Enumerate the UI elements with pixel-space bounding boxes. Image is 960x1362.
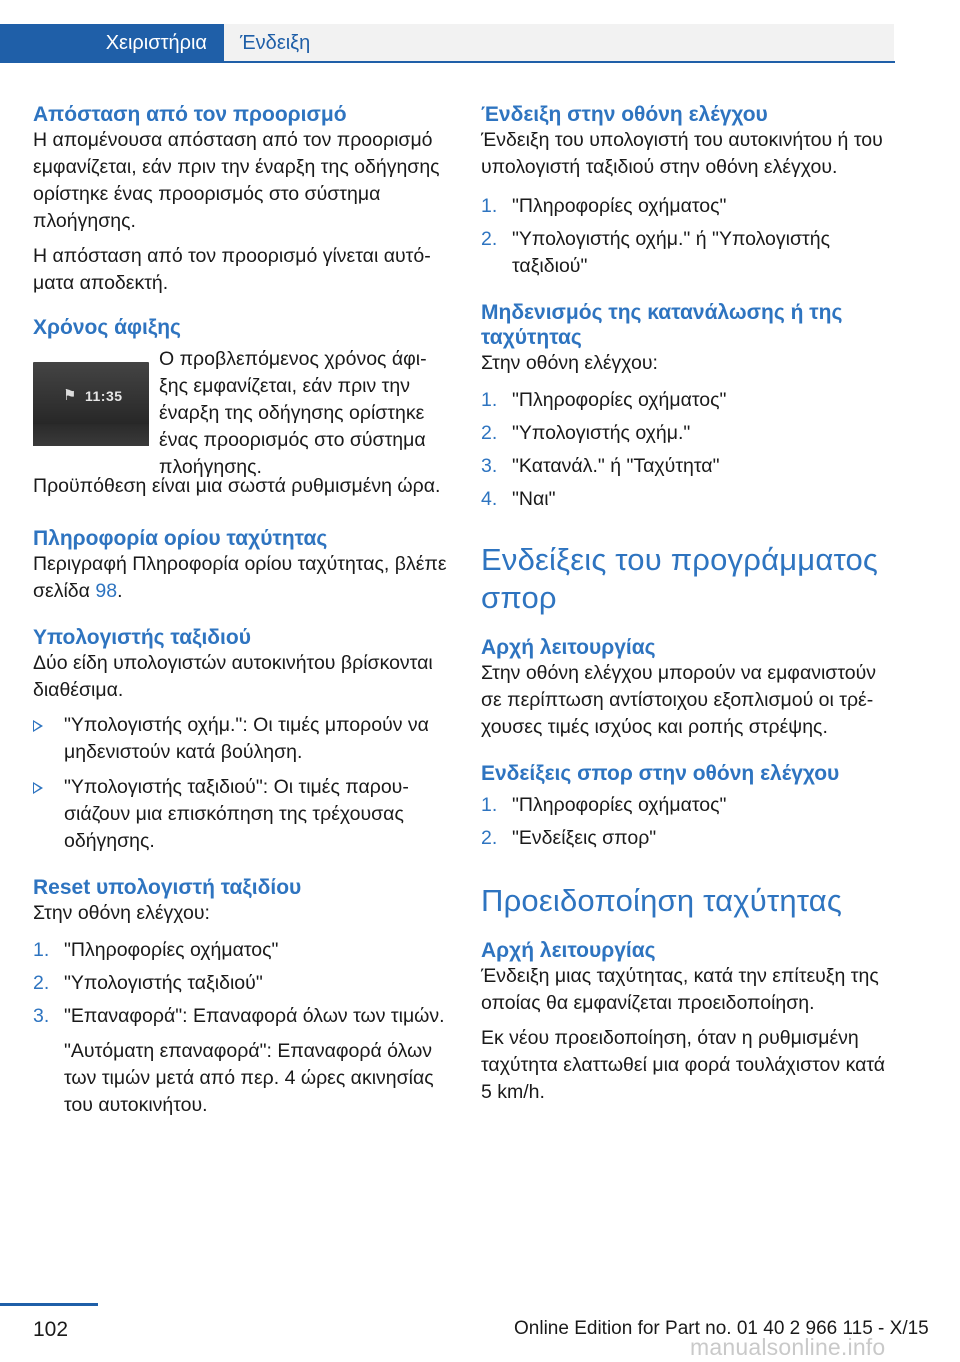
numbered-list: [481, 792, 895, 852]
paragraph: Ο προβλεπόμενος χρόνος άφιξης εμφανίζεται, εάν πριν την έναρξη της οδήγησης ορίστηκε ένας προορισμός στο σύστημα πλοήγησης.: [159, 348, 427, 478]
display-time: 11:35: [85, 388, 123, 404]
edition-footer: Online Edition for Part no. 01 40 2 966 115 - X/15: [514, 1318, 929, 1339]
triangle-bullet-icon: [33, 720, 43, 732]
heading-principle: Αρχή λειτουργίας: [481, 939, 656, 962]
header-rule: [0, 61, 895, 63]
arrival-time-display-image: [33, 362, 149, 446]
paragraph: Δύο είδη υπολογιστών αυτοκινήτου βρίσκονται διαθέσιμα.: [33, 652, 433, 701]
destination-flag-icon: ⚑: [63, 387, 77, 404]
list-item: 2. "Υπολογιστής οχήμ." ή "Υπολογιστής ταξιδιού": [481, 228, 830, 277]
heading-arrival-time: Χρόνος άφιξης: [33, 316, 181, 339]
paragraph: Στην οθόνη ελέγχου:: [33, 902, 210, 924]
list-item: 1. "Πληροφορίες οχήματος": [481, 195, 727, 217]
list-item: 3. "Κατανάλ." ή "Ταχύτητα": [481, 455, 720, 477]
bullet-list: [33, 712, 447, 855]
list-item: "Υπολογιστής ταξιδιού": Οι τιμές παρουσιάζουν μια επισκόπηση της τρέχουσας οδήγησης.: [33, 774, 447, 855]
page-header: [0, 0, 960, 62]
arrival-time-block: [33, 348, 447, 478]
numbered-list: [481, 193, 895, 280]
paragraph: Περιγραφή Πληροφορία ορίου ταχύτητας, βλέπε σελίδα 98.: [33, 553, 447, 602]
list-item: "Υπολογιστής οχήμ.": Οι τιμές μπορούν να μηδενιστούν κατά βούληση.: [33, 712, 447, 766]
triangle-bullet-icon: [33, 782, 43, 794]
list-item: 1. "Πληροφορίες οχήματος": [481, 794, 727, 816]
list-item: 1. "Πληροφορίες οχήματος": [481, 389, 727, 411]
heading-speed-limit-info: Πληροφορία ορίου ταχύτητας: [33, 527, 328, 550]
heading-distance-to-destination: Απόσταση από τον προορισμό: [33, 103, 347, 126]
list-item: 1. "Πληροφορίες οχήματος": [33, 939, 279, 961]
paragraph: Στην οθόνη ελέγχου μπορούν να εμφανιστούν σε περίπτωση αντίστοιχου εξοπλισμού οι τρέχουσες τιμές ισχύος και ροπής στρέψης.: [481, 662, 877, 738]
heading-sport-displays-control-screen: Ενδείξεις σπορ στην οθόνη ελέγχου: [481, 762, 840, 785]
heading-reset-consumption-speed: Μηδενισμός της κατανάλωσης ή της ταχύτητας: [481, 301, 843, 349]
tab-controls[interactable]: Χειριστήρια: [0, 24, 224, 62]
heading-reset-trip-computer: Reset υπολογιστή ταξιδίου: [33, 876, 302, 899]
heading-sport-displays: Ενδείξεις του προγράμματος σπορ: [481, 542, 879, 615]
paragraph: Στην οθόνη ελέγχου:: [481, 352, 658, 374]
paragraph: Εκ νέου προειδοποίηση, όταν η ρυθμισμένη ταχύτητα ελαττωθεί μια φορά τουλάχιστον κατά 5 km/h.: [481, 1027, 886, 1103]
tab-display[interactable]: Ένδειξη: [224, 24, 894, 62]
list-item: 3. "Επαναφορά": Επαναφορά όλων των τιμών. "Αυτόματη επαναφορά": Επαναφορά όλων των τιμών μετά από περ. 4 ώρες ακινησίας του αυτοκινήτου.: [33, 1005, 445, 1116]
numbered-list: [33, 937, 447, 1119]
list-item: 2. "Υπολογιστής οχήμ.": [481, 422, 691, 444]
page-number-rule: [0, 1303, 98, 1306]
paragraph: Η απομένουσα απόσταση από τον προορισμό εμφανίζεται, εάν πριν την έναρξη της οδήγησης ορίστηκε ένας προορισμός στο σύστημα πλοήγησης.: [33, 129, 440, 232]
list-item: 2. "Ενδείξεις σπορ": [481, 827, 657, 849]
paragraph: Ένδειξη μιας ταχύτητας, κατά την επίτευξη της οποίας θα εμφανίζεται προειδοποίηση.: [481, 965, 879, 1014]
paragraph: Η απόσταση από τον προορισμό γίνεται αυτόματα αποδεκτή.: [33, 245, 431, 294]
list-item: 4. "Ναι": [481, 488, 556, 510]
list-item: 2. "Υπολογιστής ταξιδιού": [33, 972, 263, 994]
page-number: 102: [33, 1318, 69, 1341]
heading-speed-warning: Προειδοποίηση ταχύτητας: [481, 883, 843, 918]
left-column: [33, 102, 447, 1119]
paragraph: Προϋπόθεση είναι μια σωστά ρυθμισμένη ώρα.: [33, 475, 441, 497]
heading-trip-computer: Υπολογιστής ταξιδιού: [33, 626, 251, 649]
heading-principle: Αρχή λειτουργίας: [481, 636, 656, 659]
page-reference-link[interactable]: 98: [95, 580, 118, 602]
numbered-list: [481, 387, 895, 513]
heading-display-on-control-screen: Ένδειξη στην οθόνη ελέγχου: [481, 103, 768, 126]
watermark: manualsonline.info: [690, 1334, 886, 1360]
paragraph: Ένδειξη του υπολογιστή του αυτοκινήτου ή του υπολογιστή ταξιδιού στην οθόνη ελέγχου.: [481, 129, 883, 178]
right-column: [481, 102, 895, 1106]
